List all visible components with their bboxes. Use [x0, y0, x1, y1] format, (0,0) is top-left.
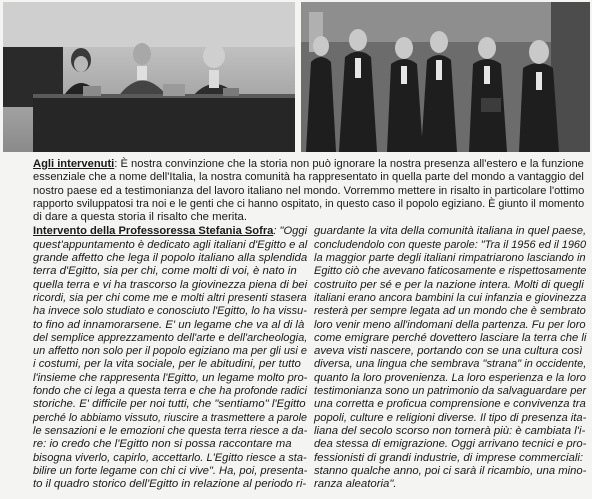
speech-line: grande affetto che lega il popolo italiano alla splendida: [33, 252, 308, 265]
intro-line: di dare a questa storia il risalto che merita.: [33, 211, 247, 224]
intro-line: [33, 158, 584, 171]
speech-line: bilire un forte legame con chi ci vive". Ha, poi, presenta-: [33, 464, 308, 477]
speech-line: liana del secolo scorso non tornerà più: è cambiata l'i-: [314, 424, 586, 437]
speech-line: una corretta e proficua comprensione e convivenza tra: [314, 398, 586, 411]
speech-line: to fino ad innamorarsene. E' un legame che va al di là: [33, 318, 305, 331]
speech-line: la maggior parte degli italiani rimpatriarono lasciando in: [314, 252, 586, 265]
intro-paragraph: [33, 158, 584, 224]
speech-line: dea stessa di emigrazione. Oggi arrivano tecnici e pro-: [314, 438, 587, 451]
speech-line: fessionisti di grandi industrie, di imprese commerciali:: [314, 451, 584, 464]
speech-line: l'insieme che rappresenta l'Egitto, un legame molto pro-: [33, 371, 308, 384]
speech-line: del semplice apprezzamento dell'arte e dell'archeologia,: [33, 331, 308, 344]
speech-line: italiani erano ancora bambini la cui infanzia e giovinezza: [314, 291, 587, 304]
speech-line: re: io credo che l'Egitto non si possa raccontare ma: [33, 438, 292, 451]
speech-line: stanno qualche anno, poi ci sarà il ricambio, una mino-: [314, 464, 587, 477]
speech-line: ranza aleatoria".: [314, 478, 397, 491]
group-photo-graphic: [301, 2, 590, 152]
speech-line: costruito per sé e per la nazione intera. Molti di quegli: [314, 278, 584, 291]
speech-line: diversa, una lingua che sembrava "strana" in occidente,: [314, 358, 587, 371]
speech-column-right: [314, 225, 586, 491]
article-body: [33, 158, 587, 491]
speech-line: testimonianza sono un patrimonio da salvaguardare per: [314, 385, 587, 398]
speech-line: storiche. E' difficile per noi tutti, che "sentiamo" l'Egitto: [33, 398, 306, 411]
speech-text: : "Oggi: [273, 225, 308, 238]
speech-line: to il quadro storico dell'Egitto in relazione al periodo ri-: [33, 478, 307, 491]
photo-group-standing: [301, 2, 590, 152]
speech-line: quest'appuntamento è dedicato agli italiani d'Egitto e al: [33, 238, 308, 251]
intro-line: essenziale che a nome dell'Italia, la nostra comunità ha rappresentato in quella parte del mondo a vantaggio del: [33, 171, 584, 184]
speech-heading: Intervento della Professoressa Stefania Sofra: [33, 225, 274, 238]
intro-line: nostro paese ed a testimonianza del lavoro italiano nel mondo. Vorremmo mettere in risalto in particolare l'ottimo: [33, 184, 585, 197]
intro-heading: Agli intervenuti: [33, 158, 115, 170]
speech-line: ha invece solo studiato e conosciuto l'Egitto, lo ha vissu-: [33, 305, 307, 318]
speech-line: i costumi, per la vita sociale, per le abitudini, per tutto: [33, 358, 301, 371]
intro-text: : È nostra convinzione che la storia non può ignorare la nostra presenza all'estero e la funzione: [114, 158, 584, 170]
panel-photo-graphic: [3, 2, 295, 152]
speech-line: aveva visti nascere, portando con se una cultura così: [314, 345, 583, 358]
speech-line: quanto la loro provenienza. La loro esperienza e la loro: [314, 371, 586, 384]
speech-line: terra d'Egitto, sia per chi, come molti di voi, è nato in: [33, 265, 297, 278]
speech-line: fondo che ci lega a questa terra e che ha profonde radici: [33, 385, 307, 398]
speech-line: concludendolo con queste parole: "Tra il 1956 ed il 1960: [314, 238, 587, 251]
speech-line: [33, 225, 308, 238]
speech-line: resterà per sempre legata ad un mondo che è sembrato: [314, 305, 586, 318]
speech-line: le sensazioni e le emozioni che questa terra riesce a da-: [33, 424, 308, 437]
speech-line: Egitto ciò che avevano faticosamente e rispettosamente: [314, 265, 587, 278]
speech-line: un affetto non solo per il popolo egiziano ma per gli usi e: [33, 345, 307, 358]
speech-line: guardante la vita della comunità italiana in quel paese,: [314, 225, 587, 238]
speech-line: ricordi, sia per chi come me e molti altri presenti stasera: [33, 291, 307, 304]
photo-conference-panel: [3, 2, 295, 152]
speech-line: popoli, culture e religioni diverse. Il tipo di presenza ita-: [314, 411, 587, 424]
speech-line: bisogna viverlo, capirlo, accettarlo. L'Egitto riesce a sta-: [33, 451, 307, 464]
speech-line: come emigrare perché dovettero lasciare la terra che li: [314, 331, 587, 344]
speech-line: loro venir meno all'indomani della partenza. Fu per loro: [314, 318, 586, 331]
speech-line: quella terra e vi ha trascorso la giovinezza piena di bei: [33, 278, 308, 291]
speech-column-left: [33, 225, 307, 491]
intro-line: rapporto sviluppatosi tra noi e le genti che ci hanno ospitato, in questo caso il popolo egiziano. È giunto il momento: [33, 197, 585, 210]
speech-line: perché lo abbiamo vissuto, riuscire a trasmettere a parole: [33, 411, 307, 424]
